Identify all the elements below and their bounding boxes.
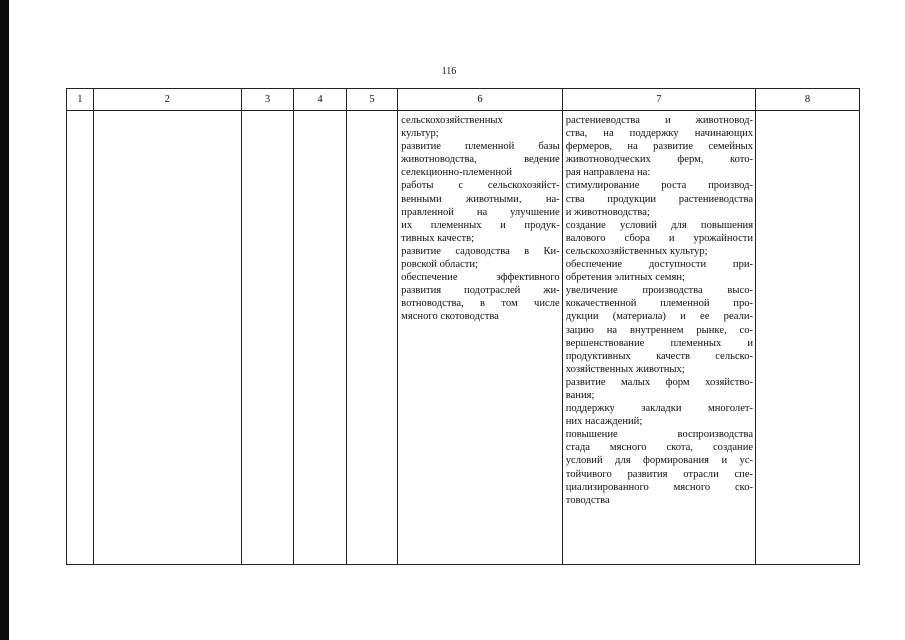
text-line: селекционно-племенной [401,167,512,179]
text-line: обеспечение эффективного [401,272,560,284]
text-line: вания; [565,389,595,401]
text-line: вершенствование племенных и [565,337,754,349]
column-header-4: 4 [294,89,346,111]
page-number: 116 [441,66,457,77]
text-line: мясного скотоводства [401,311,499,323]
text-line: валового сбора и урожайности [565,232,754,244]
column-header-2: 2 [93,89,241,111]
text-line: рая направлена на: [565,167,651,179]
text-line: повышение воспроизводства [565,429,754,441]
text-line: них насаждений; [565,416,643,428]
cell-col-6 [398,111,563,565]
text-line: увеличение производства высо- [565,285,754,297]
cell-col-7-text [563,111,755,507]
text-line: развитие садоводства в Ки- [401,245,560,257]
text-line: ства, на поддержку начинающих [565,128,754,140]
text-line: развитие малых форм хозяйство- [565,376,754,388]
cell-col-8 [756,111,860,565]
text-line: зацию на внутреннем рынке, со- [565,324,754,336]
column-header-3: 3 [241,89,293,111]
text-line: работы с сельскохозяйст- [401,180,560,192]
table-header-row [67,89,860,111]
cell-col-1 [67,111,94,565]
text-line: хозяйственных животных; [565,363,685,375]
text-line: продуктивных качеств сельско- [565,350,754,362]
column-header-5: 5 [346,89,397,111]
cell-col-4 [294,111,346,565]
column-header-8: 8 [756,89,860,111]
document-table [66,88,860,565]
text-line: развития подотраслей жи- [401,285,560,297]
text-line: циализированного мясного ско- [565,481,754,493]
text-line: животноводческих ферм, кото- [565,154,754,166]
text-line: их племенных и продук- [401,219,560,231]
cell-col-7 [562,111,755,565]
text-line: товодства [565,494,610,506]
text-line: и животноводства; [565,206,650,218]
text-line: кокачественной племенной про- [565,298,754,310]
cell-col-6-text [398,111,562,324]
text-line: венными животными, на- [401,193,560,205]
text-line: создание условий для повышения [565,219,754,231]
text-line: сельскохозяйственных [401,115,503,126]
text-line: обеспечение доступности при- [565,259,754,271]
text-line: культур; [401,128,439,140]
column-header-7: 7 [562,89,755,111]
text-line: дукции (материала) и ее реали- [565,311,754,323]
text-line: стимулирование роста производ- [565,180,754,192]
text-line: вотноводства, в том числе [401,298,560,310]
text-line: стада мясного скота, создание [565,442,754,454]
text-line: животноводства, ведение [401,154,560,166]
text-line: тойчивого развития отрасли спе- [565,468,754,480]
column-header-6: 6 [398,89,563,111]
text-line: ровской области; [401,259,478,271]
cell-col-2 [93,111,241,565]
text-line: поддержку закладки многолет- [565,403,754,415]
text-line: ства продукции растениеводства [565,193,754,205]
text-line: фермеров, на развитие семейных [565,141,754,153]
scan-edge-shadow [0,0,9,640]
cell-col-3 [241,111,293,565]
text-line: сельскохозяйственных культур; [565,245,708,257]
text-line: обретения элитных семян; [565,272,685,284]
cell-col-5 [346,111,397,565]
text-line: правленной на улучшение [401,206,560,218]
column-header-1: 1 [67,89,94,111]
text-line: развитие племенной базы [401,141,560,153]
text-line: тивных качеств; [401,232,475,244]
text-line: растениеводства и животновод- [565,115,754,126]
text-line: условий для формирования и ус- [565,455,754,467]
table-row [67,111,860,565]
